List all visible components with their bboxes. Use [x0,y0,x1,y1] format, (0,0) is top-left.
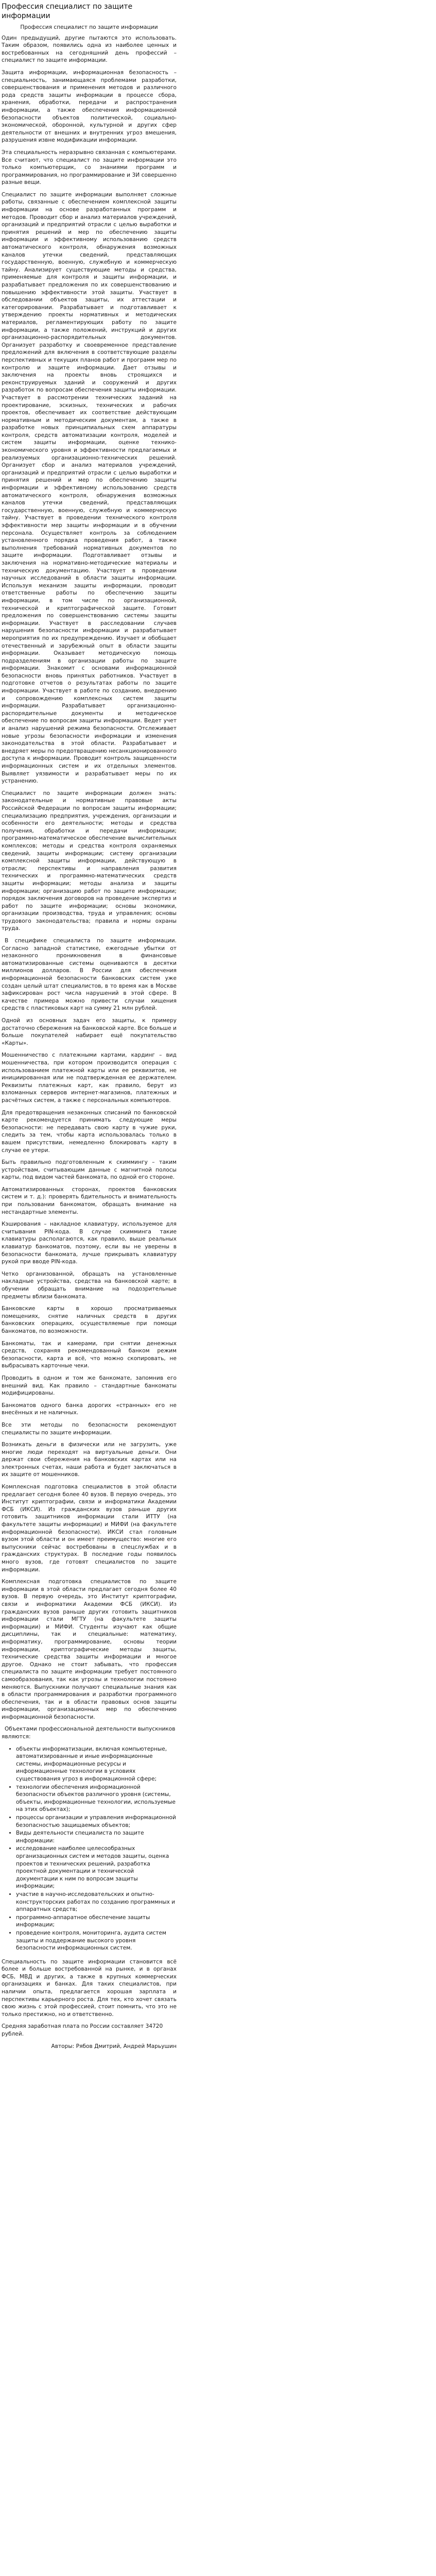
section-career [2,1958,177,2038]
section-intro [2,35,177,933]
paragraph: Возникать деньги в физически или не загрузить, уже многие люди переходят на виртуальные деньги. Они держат свои сбережения на банковских картах или на электронных счетах, наши работа и будет заключаться в их защите от мошенников. [2,1442,177,1478]
paragraph: Автоматизированных сторонах, проектов банковских систем и т. д.): проверять бдительность и внимательность при пользовании банкоматом, обращать внимание на нестандартные элементы. [2,1186,177,1215]
paragraph: Специалист по защите информации выполняет сложные работы, связанные с обеспечением комплексной защиты информации на основе разработанных программ и методов. Проводит сбор и анализ материалов учреждений, организаций и предприятий отрасли с целью выработки и принятия решений и мер по обеспечению защиты информации и эффективному использованию средств автоматического контроля, обнаружения возможных каналов утечки сведений, представляющих государственную, военную, служебную и коммерческую тайну. Анализирует существующие методы и средства, применяемые для контроля и защиты информации, и разрабатывает предложения по их совершенствованию и повышению эффективности этой защиты. Участвует в обследовании объектов защиты, их аттестации и категорировании. Разрабатывает и подготавливает к утверждению проекты нормативных и методических материалов, регламентирующих работу по защите информации, а также положений, инструкций и других организационно-распорядительных документов. Организует разработку и своевременное представление предложений для включения в соответствующие разделы перспективных и текущих планов работ и программ мер по контролю и защите информации. Дает отзывы и заключения на проекты вновь строящихся и реконструируемых зданий и сооружений и других разработок по вопросам обеспечения защиты информации. Участвует в рассмотрении технических заданий на проектирование, эскизных, технических и рабочих проектов, обеспечивает их соответствие действующим нормативным и методическим документам, а также в разработке новых принципиальных схем аппаратуры контроля, средств автоматизации контроля, моделей и систем защиты информации, оценке технико-экономического уровня и эффективности предлагаемых и реализуемых организационно-технических решений. Организует сбор и анализ материалов учреждений, организаций и предприятий отрасли с целью выработки и принятия решений и мер по обеспечению защиты информации и эффективному использованию средств автоматического контроля, обнаружения возможных каналов утечки сведений, представляющих государственную, военную, служебную и коммерческую тайну. Участвует в проведении технического контроля эффективности мер защиты информации и в обучении персонала. Осуществляет контроль за соблюдением установленного порядка проведения работ, а также выполнения требований нормативных документов по защите информации. Подготавливает отзывы и заключения на нормативно-методические материалы и техническую документацию. Участвует в проведении научных исследований в области защиты информации. Используя механизм защиты информации, проводит ответственные работы по обеспечению защиты информации, в том числе по организационной, технической и криптографической защите. Готовит предложения по совершенствованию системы защиты информации. Участвует в расследовании случаев нарушения безопасности информации и разрабатывает мероприятия по их предупреждению. Изучает и обобщает отечественный и зарубежный опыт в области защиты информации. Оказывает методическую помощь подразделениям в организации работы по защите информации. Знакомит с основами информационной безопасности вновь принятых работников. Участвует в подготовке отчетов о результатах работы по защите информации. Участвует в работе по созданию, внедрению и сопровождению комплексных систем защиты информации. Разрабатывает организационно-распорядительные документы и методическое обеспечение по вопросам защиты информации. Ведет учет и анализ нарушений режима безопасности. Отслеживает новые угрозы безопасности информации и изменения законодательства в этой области. Разрабатывает и внедряет меры по предотвращению несанкционированного доступа к информации. Проводит контроль защищенности информационных систем и их отдельных элементов. Выявляет уязвимости и разрабатывает меры по их устранению. [2,191,177,785]
paragraph: В специфике специалиста по защите информации. Согласно западной статистике, ежегодные убытки от незаконного проникновения в финансовые автоматизированные системы оцениваются в десятки миллионов долларов. В России для обеспечения информационной безопасности банковских систем уже создан целый штат специалистов, в то время как в Москве зафиксирован рост числа нарушений в этой сфере. В качестве примера можно привести случаи хищения средств с пластиковых карт на сумму 21 млн рублей. [2,938,177,1012]
bullet-list [2,1745,177,1952]
paragraph: Одной из основных задач его защиты, к примеру достаточно сбережения на банковской карте. Все больше и больше покупателей набирает ещё покупательство «Карты». [2,1018,177,1046]
paragraph: Один предыдущий, другие пытаются это использовать. Таким образом, появились одна из наиболее ценных и востребованных на сегодняшний день профессий – специалист по защите информации. [2,35,177,64]
list-item: • проведение контроля, мониторинга, аудита систем защиты и поддержание высокого уровня безопасности информационных систем. [16,1929,177,1952]
section-activities [2,1725,177,1952]
paragraph: Эта специальность неразрывно связанная с компьютерами. Все считают, что специалист по защите информации это только компьютерщик, со знаниями программ и программирования, но программирование и 3И совершенно разные вещи. [2,149,177,186]
paragraph: Проводить в одном и том же банкомате, запомнив его внешний вид. Как правило – стандартные банкоматы модифицированы. [2,1375,177,1397]
paragraph: Все эти методы по безопасности рекомендуют специалисты по защите информации. [2,1421,177,1436]
authors-line: Авторы: Рябов Дмитрий, Андрей Марьушин [51,2043,177,2049]
paragraph: Комплексная подготовка специалистов в этой области предлагает сегодня более 40 вузов. В первую очередь, это Институт криптографии, связи и информатики Академии ФСБ (ИКСИ). Из гражданских вузов раньше других готовить защитников информации стали ИТТУ (на факультете защиты информации) и МИФИ (на факультете информационной безопасности). ИКСИ стал головным вузом этой области и он имеет преимущество: многие его выпускники сейчас востребованы в спецслужбах и в гражданских структурах. В последние годы появилось много вузов, где готовят специалистов по защите информации. [2,1484,177,1573]
paragraph: Быть правильно подготовленным к скиммингу – таким устройствам, считывающим данные с магнитной полосы карты, под видом частей банкомата, по одной его стороне. [2,1159,177,1181]
paragraph: Защита информации, информационная безопасность – специальность, занимающаяся проблемами разработки, совершенствования и применения методов и различного рода средств защиты информации в процессе сбора, хранения, обработки, передачи и распространения информации, а также обеспечения информационной безопасности объектов политической, социально-экономической, оборонной, культурной и других сфер деятельности от внешних и внутренних угроз вмешения, разрушения извне модификации информации. [2,69,177,144]
paragraph: Для предотвращения незаконных списаний по банковской карте рекомендуется принимать следующие меры безопасности: не передавать свою карту в чужие руки, следить за тем, чтобы карта использовалась только в вашем присутствии, немедленно блокировать карту в случае ее утери. [2,1109,177,1154]
paragraph: Специалист по защите информации должен знать: законодательные и нормативные правовые акты Российской Федерации по вопросам защиты информации; специализацию предприятия, учреждения, организации и особенности его деятельности; методы и средства получения, обработки и передачи информации; программно-математическое обеспечение вычислительных комплексов; методы и средства контроля охраняемых сведений, защиты информации; систему организации комплексной защиты информации, действующую в отрасли; перспективы и направления развития технических и программно-математических средств защиты информации; методы анализа и защиты информации; организацию работ по защите информации; порядок заключения договоров на проведение экспертиз и работ по защите информации; основы экономики, организации производства, труда и управления; основы трудового законодательства; правила и нормы охраны труда. [2,790,177,932]
list-intro: Объектами профессиональной деятельности выпускников являются: [2,1726,176,1740]
section-banking [2,937,177,1721]
article [2,2,177,2050]
page-title: Профессия специалист по защите информации [2,3,133,20]
article-subtitle: Профессия специалист по защите информации [20,24,158,30]
list-item: • Виды деятельности специалиста по защите информации: [16,1829,177,1844]
list-item: • технологии обеспечения информационной безопасности объектов различного уровня (системы, объекты, информационные технологии, используемые на этих объектах); [16,1784,177,1814]
salary-paragraph: Средняя заработная плата по России составляет 34720 рублей. [2,2023,163,2038]
paragraph: Мошенничество с платежными картами, кардинг – вид мошенничества, при котором производится операция с использованием платежной карты или ее реквизитов, не инициированная или не подтвержденная ее держателем. Реквизиты платежных карт, как правило, берут из взломанных серверов интернет-магазинов, платежных и расчётных систем, а также с персональных компьютеров. [2,1052,177,1104]
list-item: • процессы организации и управления информационной безопасностью защищаемых объектов; [16,1814,177,1829]
paragraph: Банкоматов одного банка дорогих «странных» его не внесённых и не наличных. [2,1402,177,1416]
paragraph: Кэширования – накладное клавиатуру, используемое для считывания PIN-кода. В случае скимминга такие клавиатуры располагаются, как правило, выше реальных клавиатур банкоматов, поэтому, если вы не уверены в безопасности банкомата, лучше прикрывать клавиатуру рукой при вводе PIN-кода. [2,1221,177,1265]
list-item: • объекты информатизации, включая компьютерные, автоматизированные и иные информационные системы, информационные ресурсы и информационные технологии в условиях существования угроз в информационной сфере; [16,1745,177,1783]
list-item: • участие в научно-исследовательских и опытно-конструкторских работах по созданию программных и аппаратных средств; [16,1891,177,1913]
paragraph: Специальность по защите информации становится всё более и больше востребованной на рынке, и в органах ФСБ, МВД и других, а также в крупных коммерческих организациях и банках. Для таких специалистов, при наличии опыта, предлагается хорошая зарплата и перспективы карьерного роста. Для тех, кто хочет связать свою жизнь с этой профессией, стоит помнить, что это не только престижно, но и ответственно. [2,1958,177,2018]
list-item: • программно-аппаратное обеспечение защиты информации; [16,1914,177,1929]
paragraph: Четко организованной, обращать на установленные накладные устройства, средства на банковской карте; в обучении обращать внимание на подозрительные предметы вблизи банкомата. [2,1270,177,1300]
paragraph: Банковские карты в хорошо просматриваемых помещениях, снятие наличных средств в других банковских операциях, осуществляемые при помощи банкоматов, по возможности. [2,1306,177,1334]
paragraph: Банкоматы, так и камерами, при снятии денежных средств, сохраняя рекомендованный банком режим безопасности, карта и всё, что можно скопировать, не выбрасывать карточные чеки. [2,1340,177,1369]
list-item: • исследование наиболее целесообразных организационных систем и методов защиты, оценка проектов и технических решений, разработка проектной документации и технической документации к ним по вопросам защиты информации; [16,1845,177,1890]
paragraph: Комплексная подготовка специалистов по защите информации в этой области предлагает сегодня более 40 вузов. В первую очередь, это Институт криптографии, связи и информатики Академии ФСБ (ИКСИ). Из гражданских вузов раньше других готовить защитников информации стали МГТУ (на факультете защиты информации) и МИФИ. Студенты изучают как общие дисциплины, так и специальные: математику, информатику, программирование, основы теории информации, криптографические методы защиты, технические средства защиты информации и многое другое. Однако не стоит забывать, что профессия специалиста по защите информации требует постоянного самообразования, так как угрозы и технологии постоянно меняются. Выпускники получают специальные знания как в области программирования и разработки программного обеспечения, так и в области правовых основ защиты информации, организационных мер по обеспечению информационной безопасности. [2,1579,177,1720]
